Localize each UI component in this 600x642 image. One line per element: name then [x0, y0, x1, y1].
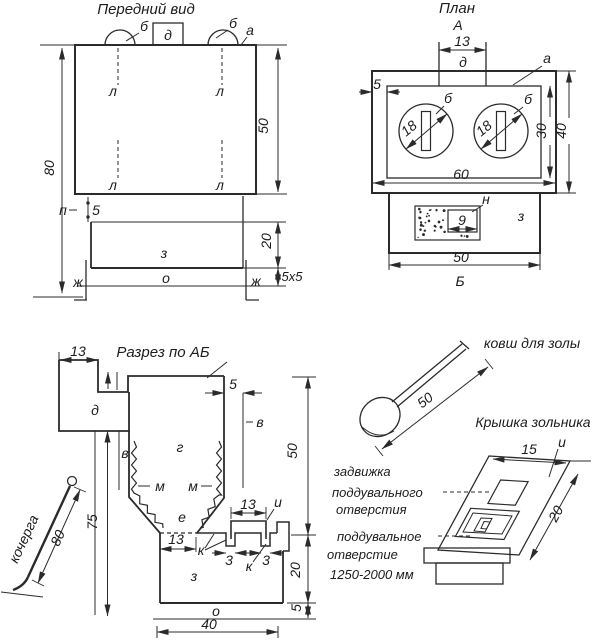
plan-dim-ash-w: 50: [453, 249, 469, 265]
section-dim-flue: 13: [70, 343, 86, 359]
ash-scoop-dim: 50: [413, 388, 436, 412]
section-label-d: д: [91, 402, 99, 418]
front-label-b1: б: [140, 18, 148, 34]
front-label-a: а: [246, 22, 254, 38]
section-label-m1: м: [155, 478, 165, 494]
plan-label-n: н: [482, 191, 490, 207]
plan-label-a: а: [543, 50, 551, 66]
section-dim-firebox-h: 50: [284, 443, 300, 459]
plan-label-b2: б: [524, 91, 532, 107]
front-label-l1: л: [109, 83, 117, 99]
vent-caption-line3: 1250-2000 мм: [330, 567, 414, 582]
section-dim-slot2: 3: [262, 552, 270, 568]
plan-title: План: [439, 0, 475, 17]
front-label-d: д: [164, 27, 172, 43]
front-view-title: Передний вид: [97, 1, 195, 18]
plan-label-b1: б: [444, 90, 452, 106]
section-label-i: и: [274, 494, 282, 510]
plan-label-z: з: [517, 208, 525, 224]
plan-dim-width: 60: [453, 166, 469, 182]
section-label-v2: в: [256, 414, 264, 430]
plan-dim-depth-in: 30: [533, 123, 549, 139]
front-label-l3: л: [109, 177, 117, 193]
damper-caption: [332, 464, 423, 517]
section-label-z: з: [190, 568, 198, 584]
section-label-v1: в: [121, 445, 129, 461]
section-label-k1: к: [197, 542, 205, 558]
section-label-m2: м: [188, 478, 198, 494]
section-title: Разрез по АБ: [116, 344, 210, 361]
front-dim-plate: 5: [92, 202, 100, 218]
vent-caption-line2: отверстие: [327, 547, 398, 562]
section-label-g: г: [176, 439, 184, 455]
front-label-l4: л: [216, 177, 224, 193]
front-label-zh1: ж: [73, 274, 83, 290]
damper-caption-line1: задвижка: [334, 464, 391, 479]
section-dim-base-w: 40: [201, 616, 217, 632]
ashpit-cover: [327, 414, 591, 584]
section-label-e: е: [178, 509, 186, 525]
section-dim-ash-h: 20: [287, 562, 303, 578]
front-view: [33, 1, 303, 300]
front-label-z: з: [160, 245, 168, 261]
front-label-o: о: [162, 270, 170, 286]
section-label-k2: к: [245, 558, 253, 574]
section-dim-base-h: 5: [288, 604, 304, 612]
plan-view: [359, 0, 576, 289]
front-label-zh2: ж: [251, 273, 261, 289]
ashpit-cover-label-i: и: [558, 434, 566, 450]
ash-scoop: [352, 335, 581, 456]
poker-label: кочерга: [5, 512, 42, 566]
damper-caption-line2: поддувального: [332, 485, 423, 500]
section-dim-mouth: 13: [168, 531, 184, 547]
plan-mark-a: А: [453, 17, 463, 33]
front-dim-leg: 5х5: [281, 269, 303, 284]
ash-scoop-label: ковш для золы: [483, 335, 581, 351]
plan-dim-burner2: 18: [472, 117, 495, 140]
ashpit-cover-dim-w: 15: [521, 441, 537, 457]
ashpit-cover-dim-d: 20: [544, 502, 567, 525]
poker-dim-length: 80: [46, 527, 69, 549]
section-dim-shaft-h: 75: [84, 514, 100, 530]
section-view: [59, 343, 316, 638]
front-label-l2: л: [216, 83, 224, 99]
section-label-o: о: [212, 603, 220, 619]
plan-dim-depth: 40: [553, 123, 569, 139]
ashpit-cover-drawing: [424, 449, 591, 584]
front-label-b2: б: [229, 15, 237, 31]
poker: [1, 477, 86, 598]
ashpit-cover-title: Крышка зольника: [475, 414, 591, 430]
plan-mark-b: Б: [455, 273, 465, 289]
plan-dim-vent: 9: [458, 212, 466, 228]
section-dim-wall: 5: [229, 376, 237, 392]
plan-label-d: д: [459, 54, 467, 70]
plan-dim-flue: 13: [454, 33, 470, 49]
damper-caption-line3: отверстия: [336, 502, 407, 517]
section-dim-cover: 13: [240, 496, 256, 512]
front-dim-total-h: 80: [41, 160, 57, 176]
front-label-p: п: [59, 202, 67, 218]
section-dim-slot1: 3: [225, 552, 233, 568]
plan-dim-burner1: 18: [397, 117, 420, 140]
vent-caption: [327, 529, 421, 582]
plan-dim-wall: 5: [373, 76, 381, 92]
front-dim-ash-h: 20: [258, 233, 274, 249]
front-dim-body-h: 50: [255, 118, 271, 134]
vent-caption-line1: поддувальное: [337, 529, 422, 544]
